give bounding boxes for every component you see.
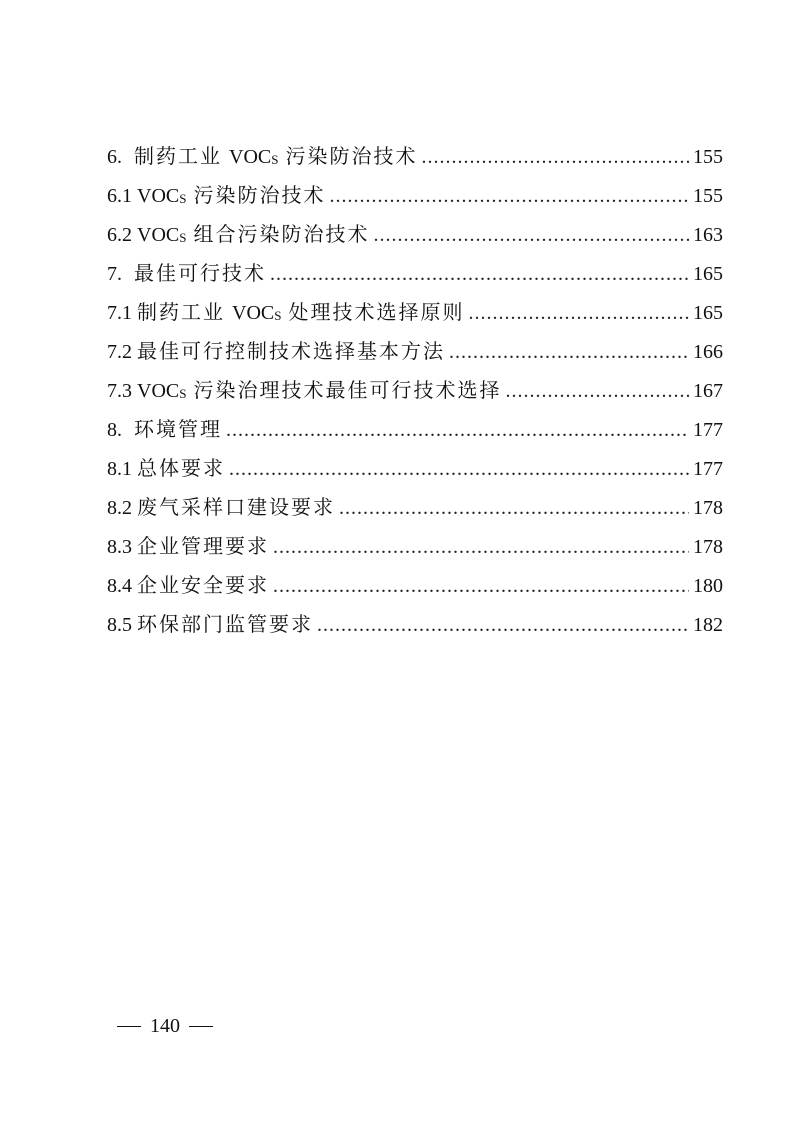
toc-entry[interactable]	[107, 333, 723, 372]
toc-entry-number: 6.1	[107, 185, 132, 207]
toc-entry-page-number: 178	[693, 497, 723, 519]
toc-entry[interactable]	[107, 489, 723, 528]
toc-entry-title-text: 最佳可行控制技术选择基本方法	[137, 341, 445, 363]
toc-entry-abbreviation: VOC	[232, 302, 275, 324]
dot-leader	[339, 489, 689, 528]
toc-entry-title-text: 组合污染防治技术	[186, 224, 370, 246]
dot-leader	[468, 294, 689, 333]
toc-entry-abbreviation: VOC	[137, 224, 180, 246]
toc-entry-title-text: 环保部门监管要求	[137, 614, 313, 636]
toc-entry-page-number: 177	[693, 458, 723, 480]
toc-entry-title-text: 制药工业	[134, 146, 229, 168]
toc-entry-subscript: S	[179, 191, 187, 206]
dot-leader	[421, 138, 689, 177]
toc-entry-title-text: 企业管理要求	[137, 536, 269, 558]
toc-entry-title-text: 总体要求	[137, 458, 225, 480]
toc-entry-title-text: 处理技术选择原则	[281, 302, 465, 324]
dot-leader	[317, 606, 689, 645]
toc-entry-number: 6.	[107, 146, 122, 168]
toc-entry-number: 8.1	[107, 458, 132, 480]
toc-entry-subscript: S	[274, 308, 282, 323]
toc-entry-title	[134, 138, 417, 178]
toc-entry-number: 8.5	[107, 614, 132, 636]
toc-entry-page-number: 166	[693, 341, 723, 363]
toc-entry-title-text: 废气采样口建设要求	[137, 497, 335, 519]
toc-entry-title-text: 企业安全要求	[137, 575, 269, 597]
toc-entry[interactable]	[107, 567, 723, 606]
toc-entry-page-number: 165	[693, 263, 723, 285]
toc-entry-page-number: 155	[693, 146, 723, 168]
dot-leader	[449, 333, 689, 372]
toc-entry-subscript: S	[179, 230, 187, 245]
toc-entry-title-text: 污染防治技术	[186, 185, 326, 207]
footer-page-number: 140	[150, 1015, 180, 1037]
toc-entry-number: 7.1	[107, 302, 132, 324]
toc-entry[interactable]	[107, 606, 723, 645]
toc-entry[interactable]	[107, 450, 723, 489]
toc-entry-number: 6.2	[107, 224, 132, 246]
toc-entry-abbreviation: VOC	[137, 380, 180, 402]
toc-entry-title-text: 环境管理	[134, 419, 222, 441]
toc-entry-title	[137, 528, 269, 567]
table-of-contents	[107, 138, 723, 645]
dot-leader	[273, 528, 689, 567]
toc-entry-page-number: 177	[693, 419, 723, 441]
toc-entry-title-text: 最佳可行技术	[134, 263, 266, 285]
toc-entry-number: 8.4	[107, 575, 132, 597]
toc-entry[interactable]	[107, 372, 723, 411]
page-footer	[117, 1011, 213, 1041]
toc-entry-title-text: 污染治理技术最佳可行技术选择	[186, 380, 502, 402]
toc-entry-title	[137, 216, 369, 256]
toc-entry[interactable]	[107, 294, 723, 333]
footer-left-dash	[117, 1026, 141, 1027]
toc-entry[interactable]	[107, 216, 723, 255]
toc-entry-page-number: 180	[693, 575, 723, 597]
toc-entry[interactable]	[107, 138, 723, 177]
toc-entry-number: 7.3	[107, 380, 132, 402]
toc-entry-number: 8.3	[107, 536, 132, 558]
footer-right-dash	[189, 1026, 213, 1027]
dot-leader	[373, 216, 689, 255]
toc-entry-title	[137, 333, 445, 372]
toc-entry-page-number: 165	[693, 302, 723, 324]
toc-entry-title	[137, 294, 464, 334]
toc-entry-number: 8.2	[107, 497, 132, 519]
toc-entry-page-number: 163	[693, 224, 723, 246]
toc-entry-number: 8.	[107, 419, 122, 441]
dot-leader	[226, 411, 689, 450]
toc-entry-page-number: 182	[693, 614, 723, 636]
toc-entry-subscript: S	[179, 386, 187, 401]
toc-entry-title	[137, 567, 269, 606]
toc-entry-page-number: 167	[693, 380, 723, 402]
toc-entry-abbreviation: VOC	[137, 185, 180, 207]
toc-entry[interactable]	[107, 177, 723, 216]
toc-entry-title-text: 制药工业	[137, 302, 232, 324]
dot-leader	[329, 177, 689, 216]
toc-entry-title	[137, 372, 501, 412]
dot-leader	[229, 450, 689, 489]
toc-entry-title	[137, 489, 335, 528]
toc-entry-subscript: S	[271, 152, 279, 167]
dot-leader	[270, 255, 689, 294]
toc-entry-title-text: 污染防治技术	[278, 146, 418, 168]
toc-entry-title	[137, 177, 325, 217]
toc-entry-abbreviation: VOC	[229, 146, 272, 168]
toc-entry-page-number: 178	[693, 536, 723, 558]
toc-entry-title	[134, 255, 266, 294]
toc-entry-title	[137, 606, 313, 645]
toc-entry[interactable]	[107, 528, 723, 567]
toc-entry-title	[134, 411, 222, 450]
toc-entry-number: 7.2	[107, 341, 132, 363]
toc-entry-page-number: 155	[693, 185, 723, 207]
dot-leader	[505, 372, 689, 411]
toc-entry[interactable]	[107, 411, 723, 450]
toc-entry[interactable]	[107, 255, 723, 294]
toc-entry-title	[137, 450, 225, 489]
dot-leader	[273, 567, 689, 606]
toc-entry-number: 7.	[107, 263, 122, 285]
